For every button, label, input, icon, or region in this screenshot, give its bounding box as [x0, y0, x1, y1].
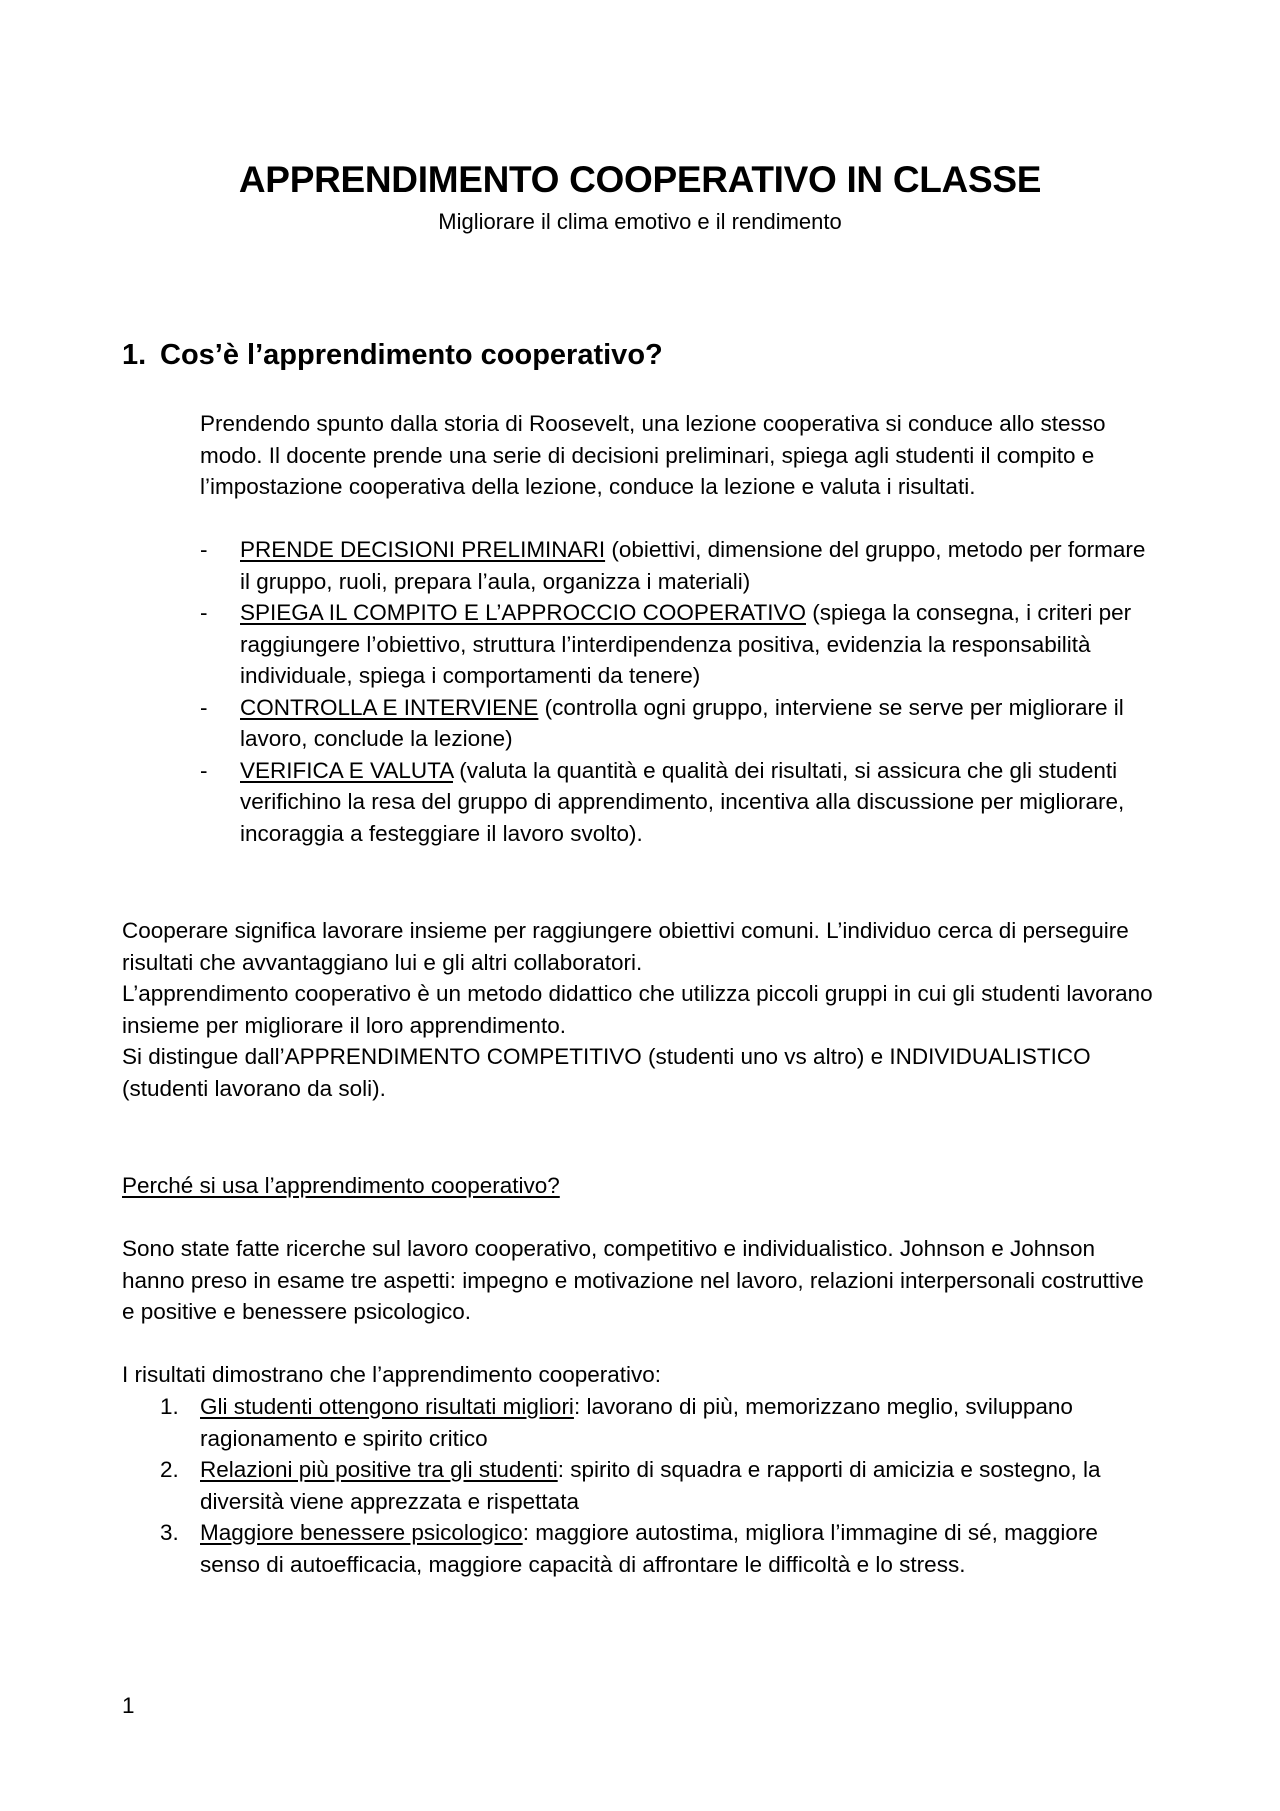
list-item	[160, 1517, 1162, 1580]
list-item	[200, 755, 1160, 850]
step-label: CONTROLLA E INTERVIENE	[240, 694, 539, 720]
definition-paragraph: Cooperare significa lavorare insieme per raggiungere obiettivi comuni. L’individuo cerca di perseguire risultati che avvantaggiano lui e gli altri collaboratori.	[122, 918, 1129, 975]
result-label: Relazioni più positive tra gli studenti	[200, 1457, 558, 1482]
step-detail: (controlla ogni gruppo, interviene se serve per migliorare il lavoro, conclude la lezione)	[240, 694, 1124, 751]
result-detail: : maggiore autostima, migliora l’immagine di sé, maggiore senso di autoefficacia, maggiore capacità di affrontare le difficoltà e lo stress.	[200, 1520, 1098, 1577]
list-item	[160, 1454, 1162, 1517]
list-item	[200, 534, 1160, 597]
list-item	[200, 692, 1160, 755]
section-1-title: Cos’è l’apprendimento cooperativo?	[160, 339, 663, 371]
definition-block	[122, 915, 1162, 1104]
bullet-dash: -	[200, 537, 208, 562]
bullet-dash: -	[200, 600, 208, 625]
list-item	[160, 1391, 1162, 1454]
section-1-heading	[122, 337, 663, 373]
result-number: 1.	[160, 1394, 179, 1419]
document-title: APPRENDIMENTO COOPERATIVO IN CLASSE	[238, 159, 1042, 200]
section-1-number: 1.	[122, 339, 147, 371]
step-label: VERIFICA E VALUTA	[240, 757, 453, 783]
why-heading: Perché si usa l’apprendimento cooperativo?	[122, 1173, 560, 1198]
result-number: 3.	[160, 1520, 179, 1545]
bullet-dash: -	[200, 694, 208, 720]
definition-paragraph: L’apprendimento cooperativo è un metodo didattico che utilizza piccoli gruppi in cui gli studenti lavorano insieme per migliorare il loro apprendimento.	[122, 981, 1153, 1038]
step-label: PRENDE DECISIONI PRELIMINARI	[240, 537, 606, 562]
step-text	[240, 534, 1160, 597]
bullet-dash: -	[200, 757, 208, 783]
result-label: Maggiore benessere psicologico	[200, 1520, 523, 1545]
result-detail: : spirito di squadra e rapporti di amicizia e sostegno, la diversità viene apprezzata e rispettata	[200, 1457, 1101, 1514]
research-paragraph: Sono state fatte ricerche sul lavoro cooperativo, competitivo e individualistico. Johnson e Johnson hanno preso in esame tre aspetti: impegno e motivazione nel lavoro, relazioni interpersonali costruttive e positive e benessere psicologico.	[122, 1236, 1144, 1324]
result-label: Gli studenti ottengono risultati migliori	[200, 1394, 574, 1419]
result-text	[200, 1517, 1162, 1580]
results-intro: I risultati dimostrano che l’apprendimento cooperativo:	[122, 1362, 662, 1387]
step-detail: (obiettivi, dimensione del gruppo, metodo per formare il gruppo, ruoli, prepara l’aula, organizza i materiali)	[240, 537, 1146, 594]
step-detail: (spiega la consegna, i criteri per raggiungere l’obiettivo, struttura l’interdipendenza positiva, evidenzia la responsabilità individuale, spiega i comportamenti da tenere)	[240, 600, 1132, 688]
steps-list	[200, 534, 1160, 849]
page-number: 1	[122, 1693, 135, 1718]
definition-paragraph: Si distingue dall’APPRENDIMENTO COMPETITIVO (studenti uno vs altro) e INDIVIDUALISTICO (studenti lavorano da soli).	[122, 1044, 1091, 1101]
result-text	[200, 1454, 1162, 1517]
result-text	[200, 1391, 1162, 1454]
step-text	[240, 755, 1160, 850]
result-number: 2.	[160, 1457, 179, 1482]
step-detail: (valuta la quantità e qualità dei risultati, si assicura che gli studenti verifichino la resa del gruppo di apprendimento, incentiva alla discussione per migliorare, incoraggia a festeggiare il lavoro svolto).	[240, 757, 1125, 846]
document-subtitle: Migliorare il clima emotivo e il rendimento	[438, 209, 842, 234]
step-text	[240, 597, 1160, 692]
section-1-intro: Prendendo spunto dalla storia di Roosevelt, una lezione cooperativa si conduce allo stesso modo. Il docente prende una serie di decisioni preliminari, spiega agli studenti il compito e l’impostazione cooperativa della lezione, conduce la lezione e valuta i risultati.	[200, 411, 1106, 499]
list-item	[200, 597, 1160, 692]
step-label: SPIEGA IL COMPITO E L’APPROCCIO COOPERATIVO	[240, 600, 806, 625]
step-text	[240, 692, 1160, 755]
results-list	[160, 1391, 1162, 1580]
result-detail: : lavorano di più, memorizzano meglio, sviluppano ragionamento e spirito critico	[200, 1394, 1073, 1451]
